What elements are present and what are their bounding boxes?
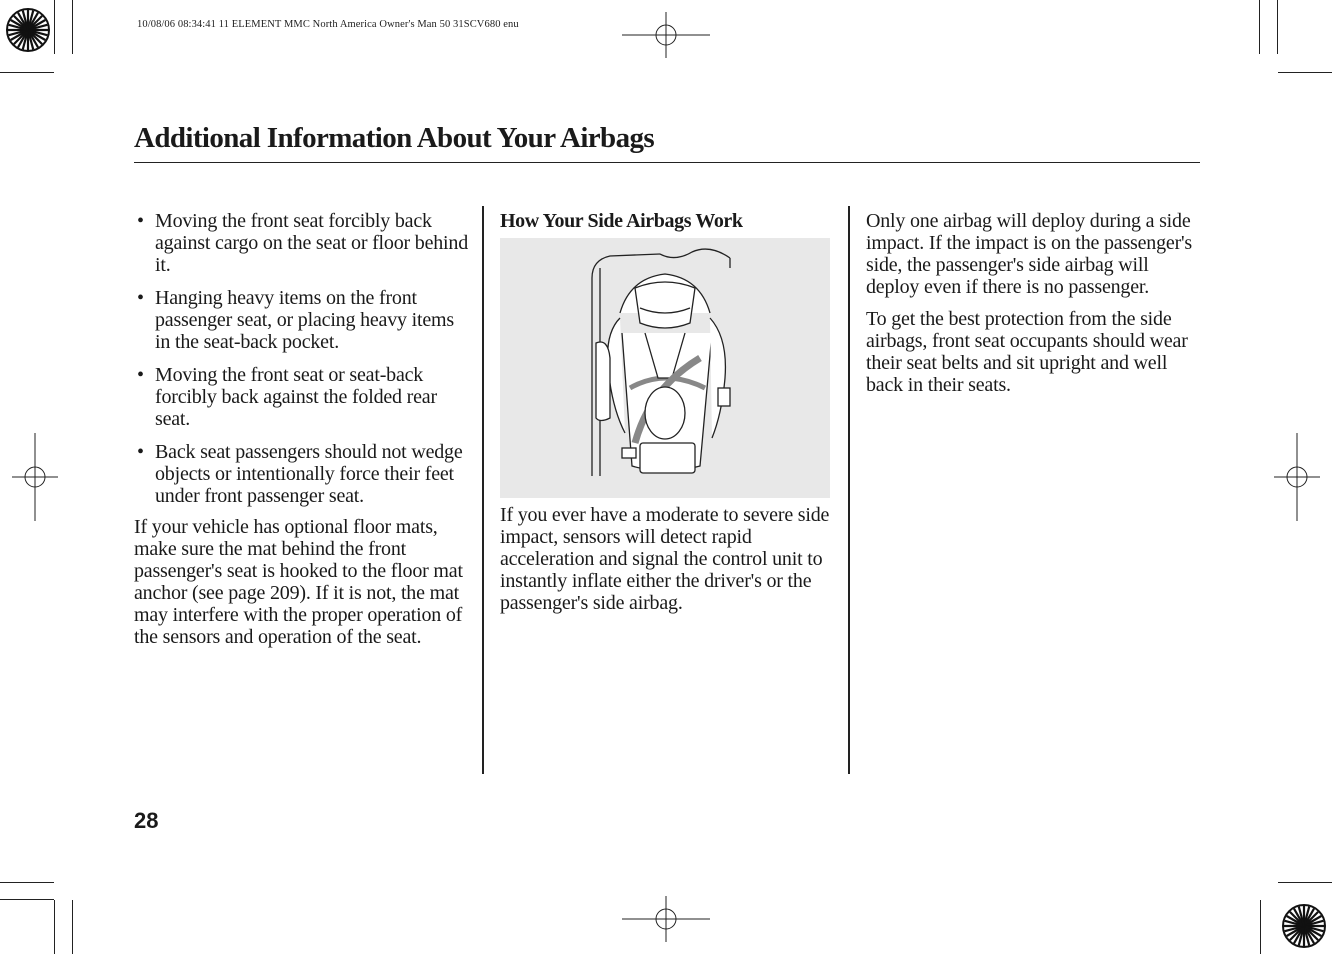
seated-occupant-icon bbox=[500, 238, 830, 498]
registration-crosshair-icon bbox=[12, 433, 58, 521]
list-item: • Hanging heavy items on the front passenger seat, or placing heavy items in the seat-back pocket. bbox=[137, 287, 454, 353]
bullet-icon: • bbox=[137, 364, 144, 386]
floor-mat-paragraph: If your vehicle has optional floor mats, make sure the mat behind the front passenger's seat is hooked to the floor mat anchor (see page 209). If it is not, the mat may interfere with the proper operation of the sensors and operation of the seat. bbox=[134, 516, 463, 648]
deployment-paragraph: Only one airbag will deploy during a side impact. If the impact is on the passenger's side, the passenger's side airbag will deploy even if there is no passenger. bbox=[866, 210, 1193, 298]
list-item: • Back seat passengers should not wedge objects or intentionally force their feet under front passenger seat. bbox=[137, 441, 463, 507]
registration-crosshair-icon bbox=[622, 896, 710, 942]
column-divider bbox=[848, 206, 850, 774]
column-3 bbox=[866, 210, 1200, 396]
side-airbag-illustration bbox=[500, 238, 830, 498]
column-divider bbox=[482, 206, 484, 774]
protection-paragraph: To get the best protection from the side airbags, front seat occupants should wear their seat belts and sit upright and well back in their seats. bbox=[866, 308, 1188, 396]
bullet-icon: • bbox=[137, 287, 144, 309]
registration-starburst-icon bbox=[4, 6, 52, 54]
column-1 bbox=[134, 210, 472, 648]
print-slug: 10/08/06 08:34:41 11 ELEMENT MMC North America Owner's Man 50 31SCV680 enu bbox=[137, 19, 519, 30]
bullet-icon: • bbox=[137, 210, 144, 232]
bullet-icon: • bbox=[137, 441, 144, 463]
bullet-list bbox=[134, 210, 472, 507]
title-rule bbox=[134, 162, 1200, 163]
list-item: • Moving the front seat forcibly back against cargo on the seat or floor behind it. bbox=[137, 210, 469, 276]
side-airbag-paragraph: If you ever have a moderate to severe side impact, sensors will detect rapid acceleration and signal the control unit to instantly inflate either the driver's or the passenger's side airbag. bbox=[500, 504, 830, 614]
column-2 bbox=[500, 210, 834, 614]
page-number: 28 bbox=[134, 808, 159, 833]
list-item: • Moving the front seat or seat-back forcibly back against the folded rear seat. bbox=[137, 364, 437, 430]
registration-starburst-icon bbox=[1280, 902, 1328, 950]
registration-crosshair-icon bbox=[1274, 433, 1320, 521]
section-heading: How Your Side Airbags Work bbox=[500, 210, 743, 232]
registration-crosshair-icon bbox=[622, 12, 710, 58]
page-title: Additional Information About Your Airbags bbox=[134, 122, 655, 154]
